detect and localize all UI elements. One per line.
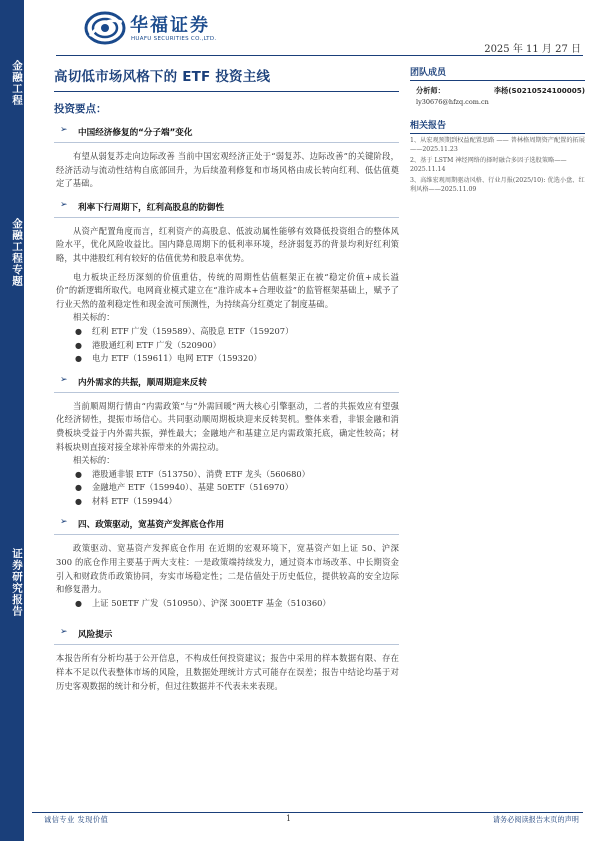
related-targets-list (54, 468, 399, 509)
logo-english-name: HUAFU SECURITIES CO.,LTD. (131, 36, 217, 42)
main-content (54, 60, 399, 693)
related-targets-label: 相关标的： (73, 455, 115, 466)
section-heading-economy (54, 126, 399, 141)
key-points-heading: 投资要点： (54, 103, 107, 115)
sidebar-label-subcategory: 金融工程专题 (11, 218, 23, 287)
footer-disclaimer: 请务必阅读报告末页的声明 (492, 815, 579, 824)
related-report-item[interactable]: 3、高维宏观周期驱动风格、行业月报(2025/10): 优选小盘、红利风格——2025.11.09 (410, 177, 585, 193)
list-item: ● 材料 ETF（159944） (73, 495, 399, 509)
section-heading-text: 风险提示 (78, 630, 113, 641)
analyst-label: 分析师： (416, 86, 445, 95)
report-date: 2025 年 11 月 27 日 (484, 44, 581, 55)
list-item: ● 上证 50ETF 广发（510950）、沪深 300ETF 基金（510360） (73, 597, 399, 611)
analyst-email: ly30676@hfzq.com.cn (416, 98, 489, 106)
arrow-bullet-icon: ➢ (60, 199, 68, 210)
related-targets-list (54, 325, 399, 366)
arrow-bullet-icon: ➢ (60, 374, 68, 385)
list-item: ● 电力 ETF（159611）电网 ETF（159320） (73, 352, 399, 366)
team-heading: 团队成员 (410, 65, 585, 81)
section-heading-policy (54, 518, 399, 533)
list-item: ● 红利 ETF 广发（159589）、高股息 ETF（159207） (73, 325, 399, 339)
list-item: ● 金融地产 ETF（159940）、基建 50ETF（516970） (73, 481, 399, 495)
section-paragraph: 本报告所有分析均基于公开信息，不构成任何投资建议；报告中采用的样本数据有限、存在样本不足以代表整体市场的风险，且数据处理统计方式可能存在误差；报告中结论均基于对历史客观数据的统计和分析，但过往数据并不代表未来表现。 (56, 653, 399, 691)
bullet-dot-icon: ● (75, 598, 82, 608)
section-heading-text: 内外需求的共振，顺周期迎来反转 (78, 377, 207, 388)
related-report-item[interactable]: 2、基于 LSTM 神经网络的择时融合多因子选股策略——2025.11.14 (410, 157, 567, 173)
section-paragraph: 当前顺周期行情由“内需政策”与“外需回暖”两大核心引擎驱动，二者的共振效应有望强化经济韧性，提振市场信心。共同驱动顺周期板块迎来反转契机。整体来看，非银金融和消费板块受益于内外需共振，弹性最大；金融地产和基建立足内需政策托底，确定性较高；材料板块则直接对接全球补库带来的外需拉动。 (56, 400, 399, 452)
logo-mark-icon (84, 10, 126, 46)
report-title: 高切低市场风格下的 ETF 投资主线 (54, 69, 271, 85)
analyst-name: 李杨(S0210524100005) (493, 86, 585, 95)
arrow-bullet-icon: ➢ (60, 125, 68, 135)
page-footer (24, 812, 595, 841)
arrow-bullet-icon: ➢ (60, 627, 68, 638)
footer-slogan: 诚信专业 发现价值 (44, 815, 109, 824)
page-header (24, 0, 595, 60)
related-reports-heading: 相关报告 (410, 118, 585, 134)
analyst-row (410, 86, 585, 96)
bullet-dot-icon: ● (75, 354, 82, 364)
section-heading-risk (54, 628, 399, 643)
company-logo (84, 10, 254, 48)
bullet-dot-icon: ● (75, 326, 82, 336)
related-targets-list (54, 597, 399, 611)
page-number: 1 (286, 814, 292, 823)
section-paragraph: 政策驱动、宽基资产发挥底仓作用 在近期的宏观环境下，宽基资产如上证 50、沪深 300 的底仓作用主要基于两大支柱：一是政策端持续发力，通过资本市场改革、中长期资金引入和财政货币政策协同，夯实市场稳定性；二是估值处于历史低位，提供较高的安全边际和修复潜力。 (56, 543, 399, 595)
header-divider (56, 55, 583, 56)
right-sidebar (410, 60, 585, 198)
sidebar-label-report-type: 证券研究报告 (11, 548, 23, 617)
related-targets-label: 相关标的： (73, 312, 115, 323)
sidebar-label-category: 金融工程 (11, 60, 23, 106)
section-heading-cyclical (54, 376, 399, 391)
title-divider (54, 91, 399, 92)
left-sidebar (0, 0, 24, 841)
bullet-dot-icon: ● (75, 483, 82, 493)
bullet-dot-icon: ● (75, 469, 82, 479)
bullet-dot-icon: ● (75, 496, 82, 506)
section-heading-text: 四、政策驱动，宽基资产发挥底仓作用 (78, 520, 225, 531)
related-reports-list (410, 137, 585, 195)
section-paragraph: 有望从弱复苏走向边际改善 当前中国宏观经济正处于“弱复苏、边际改善”的关键阶段，经济活动与流动性结构自底部回升，为后续盈利修复和市场风格由成长转向红利、低估值奠定了基础。 (56, 151, 399, 189)
section-heading-text: 中国经济修复的“分子端”变化 (78, 128, 193, 138)
list-item: ● 港股通非银 ETF（513750）、消费 ETF 龙头（560680） (73, 468, 399, 482)
section-heading-text: 利率下行周期下，红利高股息的防御性 (78, 202, 225, 213)
section-heading-dividend (54, 201, 399, 216)
bullet-dot-icon: ● (75, 340, 82, 350)
footer-divider (32, 812, 583, 813)
arrow-bullet-icon: ➢ (60, 517, 68, 528)
logo-chinese-name: 华福证券 (130, 15, 210, 36)
list-item: ● 港股通红利 ETF 广发（520900） (73, 339, 399, 353)
section-paragraph: 电力板块正经历深刻的价值重估，传统的周期性估值框架正在被“稳定价值+成长溢价”的新逻辑所取代。电网商业模式建立在“准许成本+合理收益”的监管框架基础上，赋予了行业天然的盈利稳定性和现金流可预测性，为持续高分红奠定了制度基础。 (56, 271, 399, 309)
section-paragraph: 从资产配置角度而言，红利资产的高股息、低波动属性能够有效降低投资组合的整体风险水平，优化风险收益比。国内降息周期下的低利率环境，经济弱复苏的背景均利好红利策略，其中港股红利有较好的估值优势和股息率优势。 (56, 225, 399, 263)
related-report-item[interactable]: 1、从宏观预期到权益配置思路 —— 普林格周期资产配置的拓展——2025.11.23 (410, 137, 585, 153)
